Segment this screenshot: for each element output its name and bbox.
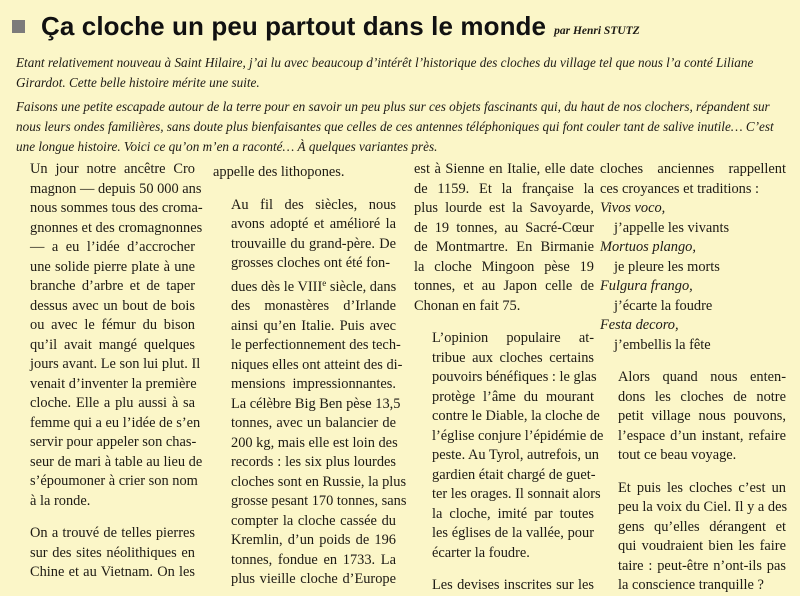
text-line: plus vieille cloche d’Europe [231, 571, 396, 587]
paragraph [213, 163, 396, 183]
motto-french: j’appelle les vivants [614, 219, 730, 236]
text-line: Un jour notre ancêtre Cro [30, 161, 195, 177]
text-line: Alors quand nous enten- [618, 369, 786, 385]
text-line: jours avant. Le son lui plut. Il [30, 356, 201, 372]
text-line: le perfectionnement des tech- [231, 337, 401, 353]
paragraph [414, 160, 594, 316]
paragraph [600, 368, 786, 466]
text-line: venait d’inventer la première [30, 375, 197, 392]
text-line: On a trouvé de telles pierres [30, 525, 195, 541]
title-row [12, 6, 790, 46]
text-line: l’église conjure l’épidémie de [432, 427, 604, 444]
text-line: s’époumoner à crier son nom [30, 473, 198, 489]
text-line: qu’il avait mangé quelques [30, 336, 195, 353]
text-line: tonnes, et au Japon celle de [414, 278, 594, 294]
text-line: La célèbre Big Ben pèse 13,5 [231, 395, 401, 412]
text-line: qui voudraient bien les faire [618, 538, 786, 554]
text-line: la conscience tranquille ? [618, 577, 764, 593]
text-line: nous sommes tous des croma- [30, 200, 203, 216]
text-line: avons adopté et amélioré la [231, 216, 396, 232]
paragraph [414, 329, 604, 563]
text-line: Et puis les cloches c’est un [618, 479, 786, 496]
text-line: de 19 tonnes, au Sacré-Cœur [414, 219, 594, 236]
motto-latin: Vivos voco, [600, 200, 666, 216]
paragraph [12, 160, 203, 511]
text-line: peu la voix du Ciel. Il y a des [618, 499, 788, 515]
text-line: Kremlin, d’un poids de 196 [231, 532, 396, 548]
column-1 [12, 160, 203, 583]
paragraph [213, 196, 407, 590]
text-line: de Montmartre. En Birmanie [414, 239, 594, 255]
text-line: dessus avec un bout de bois [30, 297, 195, 314]
text-line: ter les orages. Il sonnait alors [432, 486, 601, 502]
text-line: servir pour appeler son chas- [30, 434, 197, 450]
square-bullet-icon [12, 20, 25, 33]
text-line: tribue aux cloches certains [432, 349, 594, 366]
text-line: taire : peut-être n’ont-ils pas [618, 557, 786, 574]
text-line: plus lourde est la Savoyarde, [414, 200, 594, 216]
text-line: ainsi qu’en Italie. Puis avec [231, 317, 396, 334]
text-line: pouvoirs bénéfiques : le glas [432, 369, 597, 385]
text-line: gens qu’elles dérangent et [618, 518, 786, 535]
paragraph-lines [213, 297, 407, 590]
motto-french: je pleure les morts [614, 258, 720, 275]
column-2 [213, 163, 407, 590]
text-line: une solide pierre plate à une [30, 258, 195, 275]
text-line: compter la cloche cassée du [231, 512, 396, 529]
text-line: dons les cloches de notre [618, 388, 786, 405]
text-line: ces croyances et traditions : [600, 180, 760, 197]
motto-latin: Festa decoro, [600, 317, 679, 333]
column-4 [600, 160, 786, 596]
text-line: tonnes, avec un balancier de [231, 415, 396, 431]
bell-mottos [600, 199, 786, 355]
paragraph [600, 479, 786, 596]
paragraph [600, 160, 786, 199]
text-line: protège l’âme du mourant [432, 388, 594, 405]
paragraph [414, 576, 594, 596]
text-line: femme qui a eu l’idée de s’en [30, 414, 201, 431]
text-line: l’espace d’un instant, refaire [618, 427, 786, 444]
text-line: gnonnes et des cromagnonnes [30, 219, 203, 236]
motto-latin: Fulgura frango, [600, 278, 693, 294]
text-line: la cloche, imité par toutes [432, 505, 594, 522]
motto-french: j’embellis la fête [614, 336, 711, 353]
motto-latin: Mortuos plango, [600, 239, 696, 255]
motto-french: j’écarte la foudre [614, 297, 713, 314]
paragraph-lines [213, 196, 396, 274]
text-line: peste. Au Tyrol, autrefois, un [432, 447, 599, 463]
text-line: trouvaille du grand-père. De [231, 235, 396, 252]
text-line: seur de mari à table au lieu de [30, 453, 203, 470]
text-line: cloche. Elle a plu aussi à sa [30, 395, 195, 411]
text-line: à la ronde. [30, 492, 91, 509]
text-line: la cloche Mingoon pèse 19 [414, 258, 594, 275]
text-line: magnon — depuis 50 000 ans [30, 180, 202, 197]
text-line: grosses cloches ont été fon- [231, 255, 391, 271]
text-line: des monastères d’Irlande [231, 298, 396, 314]
text-line: ou avec le fémur du bison [30, 317, 195, 333]
text-line: écarter la foudre. [432, 544, 530, 561]
article-title: Ça cloche un peu partout dans le monde [41, 10, 547, 41]
text-line: Chonan en fait 75. [414, 297, 521, 314]
text-line: tout ce beau voyage. [618, 447, 737, 463]
text-line: mensions impressionnantes. [231, 376, 396, 392]
intro-paragraph-2: Faisons une petite escapade autour de la terre pour en savoir un peu plus sur ces objets fascinants qui, du haut de nos clochers, répandent sur nous leurs ondes familières, sans doute plus bienfaisantes que celles de ces antennes téléphoniques qui font couler tant de salive inutile… C’est une longue histoire. Voici ce qu’on m’en a raconté… À quelques variantes près. [16, 99, 774, 154]
article-byline: par Henri STUTZ [554, 25, 640, 37]
text-line: branche d’arbre et de taper [30, 278, 195, 294]
text-line: cloches anciennes rappellent [600, 161, 786, 177]
text-line: — a eu l’idée d’accrocher [30, 239, 195, 255]
text-line: contre le Diable, la cloche de [432, 408, 600, 424]
text-line: gardien était chargé de guet- [432, 466, 596, 483]
text-line: petit village nous pouvons, [618, 408, 786, 424]
column-3 [414, 160, 604, 596]
text-line: 200 kg, mais elle est loin des [231, 434, 398, 451]
text-line: appelle des lithopones. [213, 164, 345, 180]
text-line: cloches sont en Russie, la plus [231, 473, 407, 490]
paragraph [12, 524, 195, 583]
text-line: Chine et au Vietnam. On les [30, 564, 195, 580]
text-line: de 1159. Et la française la [414, 180, 594, 197]
text-line: L’opinion populaire at- [432, 330, 594, 346]
text-line: Les devises inscrites sur les [432, 577, 594, 593]
text-line: grosse pesant 170 tonnes, sans [231, 493, 407, 509]
text-line: sur des sites néolithiques en [30, 544, 195, 561]
text-line: records : les six plus lourdes [231, 454, 396, 470]
text-line: Au fil des siècles, nous [231, 196, 396, 213]
text-line: les églises de la vallée, pour [432, 525, 594, 541]
intro-paragraph-1: Etant relativement nouveau à Saint Hilaire, j’ai lu avec beaucoup d’intérêt l’historique des cloches du village tel que nous l’a conté Liliane Girardot. Cette belle histoire mérite une suite. [16, 55, 754, 90]
text-line: niques elles ont atteint des di- [231, 356, 403, 373]
text-line: est à Sienne en Italie, elle date [414, 161, 594, 177]
text-line: tonnes, fondue en 1733. La [231, 551, 396, 568]
text-line: dues dès le VIIIe siècle, dans [231, 277, 397, 295]
